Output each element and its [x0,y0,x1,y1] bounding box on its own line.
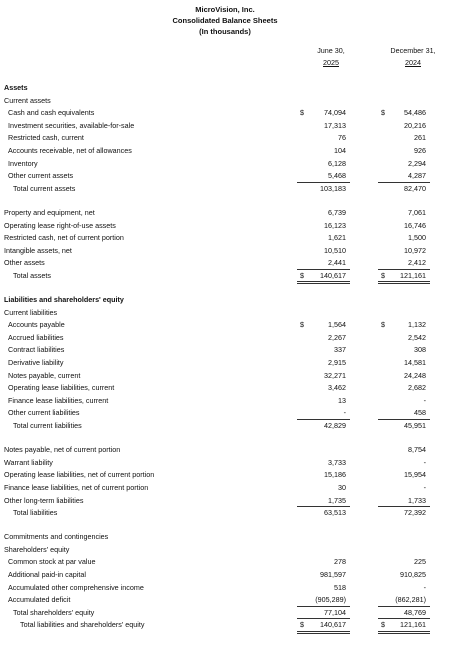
value-june-2025: 16,123 [324,220,346,230]
row-label: Contract liabilities [8,345,65,355]
row-label: Accounts receivable, net of allowances [8,146,132,155]
table-row [0,371,450,383]
value-june-2025: 6,739 [328,207,346,217]
units-note: (In thousands) [199,27,251,36]
value-dec-2024: 16,746 [404,220,426,230]
row-label: Property and equipment, net [4,207,95,217]
value-dec-2024: - [423,395,426,405]
row-label: Finance lease liabilities, current [8,395,109,405]
row-label: Other assets [4,258,45,268]
dollar-sign: $ [300,320,304,330]
value-dec-2024: 1,733 [408,495,426,505]
value-dec-2024: 48,769 [404,607,426,617]
underline-rule [378,182,430,183]
value-dec-2024: 910,825 [400,570,426,579]
underline-rule [378,419,430,420]
table-row [0,333,450,345]
table-row [0,445,450,457]
value-june-2025: 13 [338,395,346,405]
row-label: Current assets [4,95,51,105]
underline-rule [378,618,430,619]
value-june-2025: 278 [334,557,346,567]
value-june-2025: 17,313 [324,120,346,130]
row-label: Other current assets [8,171,74,181]
value-dec-2024: 926 [414,146,426,155]
dollar-sign: $ [300,620,304,630]
table-row [0,345,450,357]
table-row [0,208,450,220]
table-row [0,358,450,370]
value-dec-2024: 121,161 [400,620,426,630]
table-row [0,121,450,133]
row-label: Accumulated deficit [8,595,71,605]
value-june-2025: 140,617 [320,620,346,630]
row-label: Operating lease liabilities, net of current portion [4,470,155,480]
table-row [0,396,450,408]
underline-rule [297,631,350,632]
table-row [0,83,450,95]
table-row [0,108,450,120]
row-label: Total liabilities and shareholders' equity [20,620,145,630]
value-dec-2024: 2,412 [408,258,426,268]
value-dec-2024: (862,281) [395,595,426,605]
value-june-2025: 5,468 [328,171,346,181]
underline-rule [297,618,350,619]
row-label: Operating lease right-of-use assets [4,220,116,230]
table-row [0,470,450,482]
row-label: Accounts payable [8,320,65,330]
underline-rule [378,506,430,507]
value-dec-2024: 458 [414,408,426,418]
row-label: Restricted cash, current [8,133,84,143]
row-label: Intangible assets, net [4,245,72,255]
table-row [0,583,450,595]
underline-rule [297,269,350,270]
row-label: Accrued liabilities [8,332,64,342]
row-label: Additional paid-in capital [8,570,86,579]
value-dec-2024: 8,754 [408,445,426,455]
underline-rule [378,631,430,632]
column-header-dec-2024 [373,46,450,67]
value-june-2025: 1,564 [328,320,346,330]
table-row [0,184,450,196]
value-june-2025: 104 [334,146,346,155]
value-dec-2024: - [423,482,426,492]
underline-rule [378,606,430,607]
value-june-2025: 77,104 [324,607,346,617]
value-june-2025: 3,733 [328,457,346,467]
value-dec-2024: 1,132 [408,320,426,330]
table-row [0,233,450,245]
column-header-june-2025 [291,46,371,67]
row-label: Commitments and contingencies [4,532,109,542]
value-june-2025: 74,094 [324,108,346,118]
row-label: Total shareholders' equity [13,607,95,617]
value-june-2025: 32,271 [324,370,346,380]
value-dec-2024: 82,470 [404,183,426,193]
underline-rule [378,269,430,270]
value-dec-2024: - [423,582,426,592]
value-june-2025: 140,617 [320,270,346,280]
row-label: Other current liabilities [8,408,80,418]
value-june-2025: 6,128 [328,158,346,168]
value-dec-2024: 261 [414,133,426,143]
value-june-2025: 2,441 [328,258,346,268]
value-dec-2024: 121,161 [400,270,426,280]
value-dec-2024: - [423,457,426,467]
table-row [0,557,450,569]
value-dec-2024: 2,682 [408,383,426,393]
table-row [0,545,450,557]
row-label: Liabilities and shareholders' equity [4,295,124,304]
value-dec-2024: 7,061 [408,207,426,217]
row-label: Warrant liability [4,457,53,467]
value-june-2025: 518 [334,582,346,592]
underline-rule [378,633,430,634]
row-label: Derivative liability [8,358,64,367]
value-june-2025: 981,597 [320,570,346,579]
column-header-line1: June 30, [317,46,345,55]
value-dec-2024: 10,972 [404,245,426,255]
value-dec-2024: 54,486 [404,108,426,118]
underline-rule [297,633,350,634]
table-row [0,483,450,495]
value-dec-2024: 20,216 [404,120,426,130]
row-label: Shareholders' equity [4,544,70,554]
table-row [0,308,450,320]
dollar-sign: $ [300,270,304,280]
value-june-2025: 1,735 [328,495,346,505]
value-dec-2024: 45,951 [404,421,426,430]
value-june-2025: 337 [334,345,346,355]
value-june-2025: - [343,408,346,418]
column-header-line1: December 31, [390,46,436,55]
dollar-sign: $ [381,270,385,280]
table-row [0,458,450,470]
dollar-sign: $ [381,620,385,630]
table-row [0,320,450,332]
underline-rule [297,419,350,420]
value-june-2025: 30 [338,482,346,492]
value-dec-2024: 225 [414,557,426,567]
value-june-2025: 2,915 [328,358,346,367]
value-june-2025: (905,289) [315,595,346,605]
underline-rule [297,606,350,607]
row-label: Accumulated other comprehensive income [8,582,144,592]
table-row [0,508,450,520]
underline-rule [297,281,350,282]
underline-rule [297,283,350,284]
value-dec-2024: 2,542 [408,332,426,342]
row-label: Common stock at par value [8,557,96,567]
company-name: MicroVision, Inc. [195,5,255,14]
value-dec-2024: 308 [414,345,426,355]
value-june-2025: 42,829 [324,421,346,430]
dollar-sign: $ [381,320,385,330]
row-label: Total current assets [13,183,76,193]
table-row [0,383,450,395]
row-label: Assets [4,83,28,92]
value-june-2025: 10,510 [324,245,346,255]
dollar-sign: $ [300,108,304,118]
value-dec-2024: 72,392 [404,508,426,518]
table-row [0,133,450,145]
row-label: Inventory [8,158,38,168]
value-june-2025: 3,462 [328,383,346,393]
statement-title: Consolidated Balance Sheets [172,16,278,25]
value-june-2025: 1,621 [328,233,346,243]
underline-rule [378,283,430,284]
table-row [0,295,450,307]
row-label: Current liabilities [4,307,58,317]
table-row [0,532,450,544]
table-row [0,246,450,258]
value-dec-2024: 1,500 [408,233,426,243]
dollar-sign: $ [381,108,385,118]
row-label: Notes payable, current [8,370,81,380]
row-label: Restricted cash, net of current portion [4,233,124,243]
underline-rule [378,281,430,282]
table-row [0,570,450,582]
row-label: Finance lease liabilities, net of current portion [4,482,149,492]
row-label: Investment securities, available-for-sale [8,120,135,130]
underline-rule [297,182,350,183]
value-dec-2024: 14,581 [404,358,426,367]
table-row [0,221,450,233]
row-label: Cash and cash equivalents [8,108,95,118]
table-row [0,96,450,108]
value-dec-2024: 4,287 [408,171,426,181]
value-june-2025: 103,183 [320,183,346,193]
value-june-2025: 15,186 [324,470,346,480]
row-label: Other long-term liabilities [4,495,84,505]
value-june-2025: 2,267 [328,332,346,342]
value-dec-2024: 2,294 [408,158,426,168]
value-dec-2024: 24,248 [404,370,426,380]
row-label: Total current liabilities [13,421,82,430]
table-row [0,421,450,433]
column-header-line2: 2024 [405,58,421,67]
table-row [0,146,450,158]
column-header-line2: 2025 [323,58,339,67]
row-label: Notes payable, net of current portion [4,445,121,455]
row-label: Total assets [13,270,51,280]
value-june-2025: 76 [338,133,346,143]
row-label: Total liabilities [13,508,58,518]
table-row [0,159,450,171]
underline-rule [297,506,350,507]
row-label: Operating lease liabilities, current [8,383,115,393]
value-dec-2024: 15,954 [404,470,426,480]
value-june-2025: 63,513 [324,508,346,518]
